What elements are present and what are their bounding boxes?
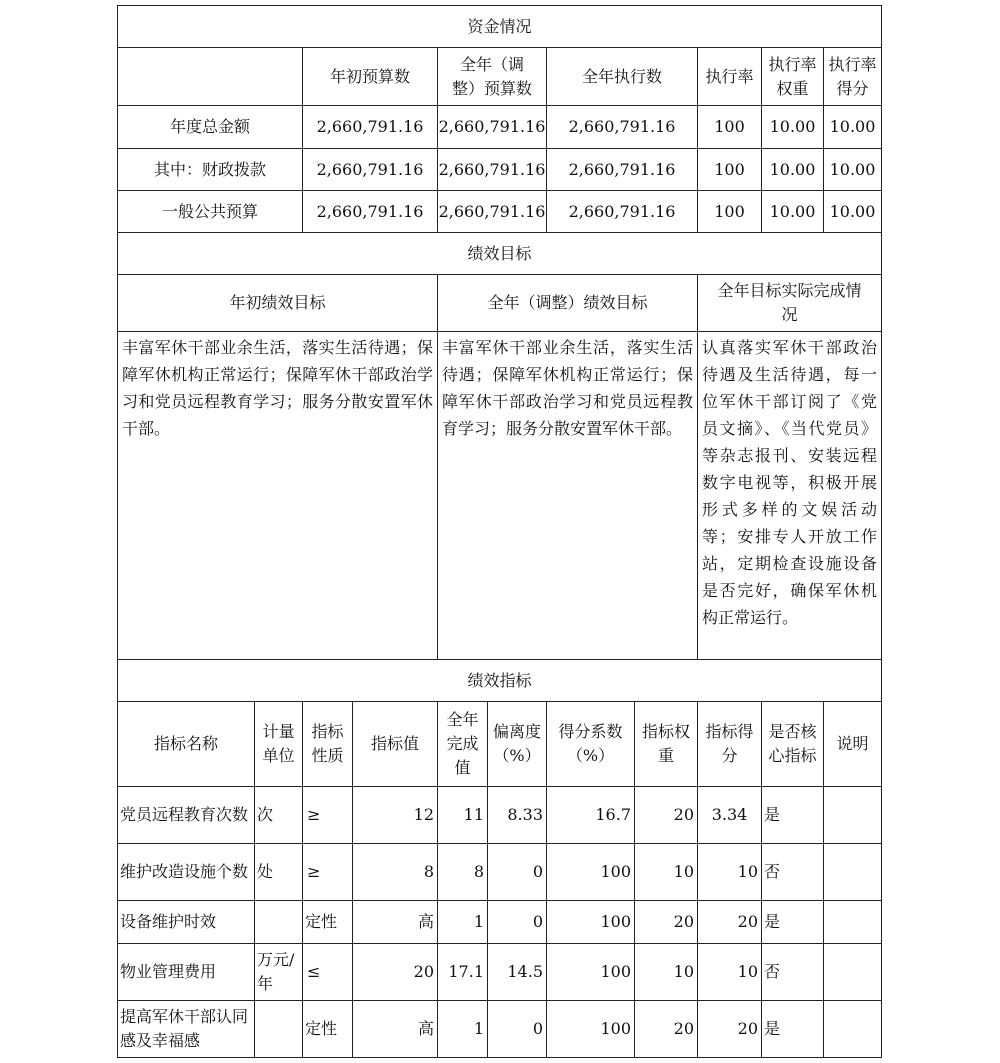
header-actual-completion: 全年目标实际完成情 况 (717, 281, 862, 324)
indicator-unit: 万元/ 年 (257, 950, 295, 993)
header-score: 指标得 分 (705, 722, 754, 765)
indicator-note (824, 901, 881, 943)
indicator-note (824, 1001, 881, 1057)
indicator-note (824, 944, 881, 1000)
header-weight: 指标权 重 (641, 722, 690, 765)
indicator-core: 是 (764, 1019, 781, 1038)
indicator-core: 否 (764, 962, 781, 981)
header-executed: 全年执行数 (581, 66, 662, 86)
indicator-deviation: 0 (532, 862, 543, 881)
header-adjusted-budget: 全年（调 整）预算数 (451, 54, 532, 98)
funds-row-score: 10.00 (829, 159, 876, 179)
indicator-weight: 20 (673, 805, 694, 824)
header-coefficient: 得分系数 （%） (558, 722, 623, 765)
funds-row-initial: 2,660,791.16 (316, 159, 424, 179)
goals-section-title: 绩效目标 (467, 243, 532, 263)
indicator-note (824, 787, 881, 843)
funds-row-adjusted: 2,660,791.16 (438, 159, 546, 179)
indicator-unit: 处 (257, 862, 274, 881)
funds-row-executed: 2,660,791.16 (568, 159, 676, 179)
indicator-coefficient: 100 (600, 862, 631, 881)
funds-row-rate: 100 (714, 201, 745, 221)
indicator-name: 设备维护时效 (120, 912, 217, 931)
header-rate-score: 执行率 得分 (828, 54, 877, 98)
funds-row-label: 其中：财政拨款 (153, 159, 266, 179)
indicator-value: 20 (413, 962, 434, 981)
indicator-completed: 1 (473, 1019, 484, 1038)
indicator-weight: 20 (673, 912, 694, 931)
header-adjusted-goal: 全年（调整）绩效目标 (487, 293, 648, 312)
indicator-nature: 定性 (305, 912, 338, 931)
funds-section-title: 资金情况 (467, 16, 532, 36)
funds-row-executed: 2,660,791.16 (568, 201, 676, 221)
indicator-weight: 10 (673, 862, 694, 881)
indicator-weight: 20 (673, 1019, 694, 1038)
funds-row-weight: 10.00 (769, 159, 816, 179)
indicator-core: 是 (764, 805, 781, 824)
indicator-deviation: 0 (532, 912, 543, 931)
funds-row-score: 10.00 (829, 117, 876, 136)
indicator-value: 高 (417, 912, 434, 931)
indicators-section-title: 绩效指标 (467, 670, 532, 690)
adjusted-goal-text: 丰富军休干部业余生活，落实生活待遇；保障军休机构正常运行；保障军休干部政治学习和党员远程教育学习；服务分散安置军休干部。 (442, 338, 693, 438)
header-completed: 全年 完成 值 (446, 710, 479, 777)
indicator-nature: 定性 (305, 1019, 338, 1038)
header-value: 指标值 (370, 734, 419, 753)
indicator-name: 提高军休干部认同感及幸福感 (120, 1007, 249, 1050)
indicator-name: 物业管理费用 (120, 962, 217, 981)
indicator-deviation: 0 (532, 1019, 543, 1038)
indicator-completed: 8 (473, 862, 484, 881)
funds-row-rate: 100 (714, 159, 745, 179)
funds-row-score: 10.00 (829, 201, 876, 221)
indicator-value: 8 (423, 862, 434, 881)
indicator-nature: ≤ (307, 962, 321, 981)
indicator-score: 10 (737, 962, 758, 981)
header-nature: 指标 性质 (311, 722, 344, 765)
indicator-completed: 17.1 (448, 962, 484, 981)
header-rate-weight: 执行率 权重 (768, 54, 817, 98)
header-indicator-name: 指标名称 (153, 734, 218, 753)
funds-row-label: 一般公共预算 (161, 201, 258, 221)
header-unit: 计量 单位 (262, 722, 295, 765)
indicator-score: 20 (737, 912, 758, 931)
indicator-unit: 次 (257, 805, 274, 824)
indicator-unit (255, 901, 302, 943)
header-execution-rate: 执行率 (705, 66, 754, 86)
header-core: 是否核 心指标 (768, 722, 817, 765)
funds-row-weight: 10.00 (769, 117, 816, 136)
indicator-weight: 10 (673, 962, 694, 981)
funds-row-label: 年度总金额 (169, 117, 250, 136)
funds-row-weight: 10.00 (769, 201, 816, 221)
indicator-coefficient: 100 (600, 962, 631, 981)
indicator-value: 高 (417, 1019, 434, 1038)
funds-row-adjusted: 2,660,791.16 (438, 117, 546, 136)
header-initial-budget: 年初预算数 (329, 66, 410, 86)
indicator-coefficient: 100 (600, 912, 631, 931)
indicator-deviation: 8.33 (507, 805, 543, 824)
indicator-completed: 11 (463, 805, 484, 824)
funds-row-adjusted: 2,660,791.16 (438, 201, 546, 221)
actual-completion-text: 认真落实军休干部政治待遇及生活待遇，每一位军休干部订阅了《党员文摘》、《当代党员》等杂志报刊、安装远程数字电视等，积极开展形式多样的文娱活动等；安排专人开放工作站，定期检查设施设备是否完好，确保军休机构正常运行。 (702, 338, 877, 627)
header-note: 说明 (836, 734, 869, 753)
initial-goal-text: 丰富军休干部业余生活，落实生活待遇；保障军休机构正常运行；保障军休干部政治学习和党员远程教育学习；服务分散安置军休干部。 (122, 338, 433, 438)
indicator-name: 党员远程教育次数 (120, 805, 249, 824)
indicator-core: 否 (764, 862, 781, 881)
indicator-name: 维护改造设施个数 (120, 862, 249, 881)
indicator-unit (255, 1001, 302, 1057)
funds-row-executed: 2,660,791.16 (568, 117, 676, 136)
indicator-score: 10 (737, 862, 758, 881)
indicator-nature: ≥ (307, 805, 321, 824)
indicator-note (824, 844, 881, 900)
indicator-coefficient: 16.7 (595, 805, 631, 824)
indicator-score: 3.34 (711, 805, 748, 824)
indicator-completed: 1 (473, 912, 484, 931)
funds-row-initial: 2,660,791.16 (316, 201, 424, 221)
indicator-core: 是 (764, 912, 781, 931)
header-initial-goal: 年初绩效目标 (229, 293, 326, 312)
indicator-nature: ≥ (307, 862, 321, 881)
funds-row-initial: 2,660,791.16 (316, 117, 424, 136)
header-deviation: 偏离度 （%） (492, 722, 541, 765)
indicator-coefficient: 100 (600, 1019, 631, 1038)
funds-row-rate: 100 (714, 117, 745, 136)
indicator-score: 20 (737, 1019, 758, 1038)
indicator-value: 12 (413, 805, 434, 824)
indicator-deviation: 14.5 (507, 962, 543, 981)
